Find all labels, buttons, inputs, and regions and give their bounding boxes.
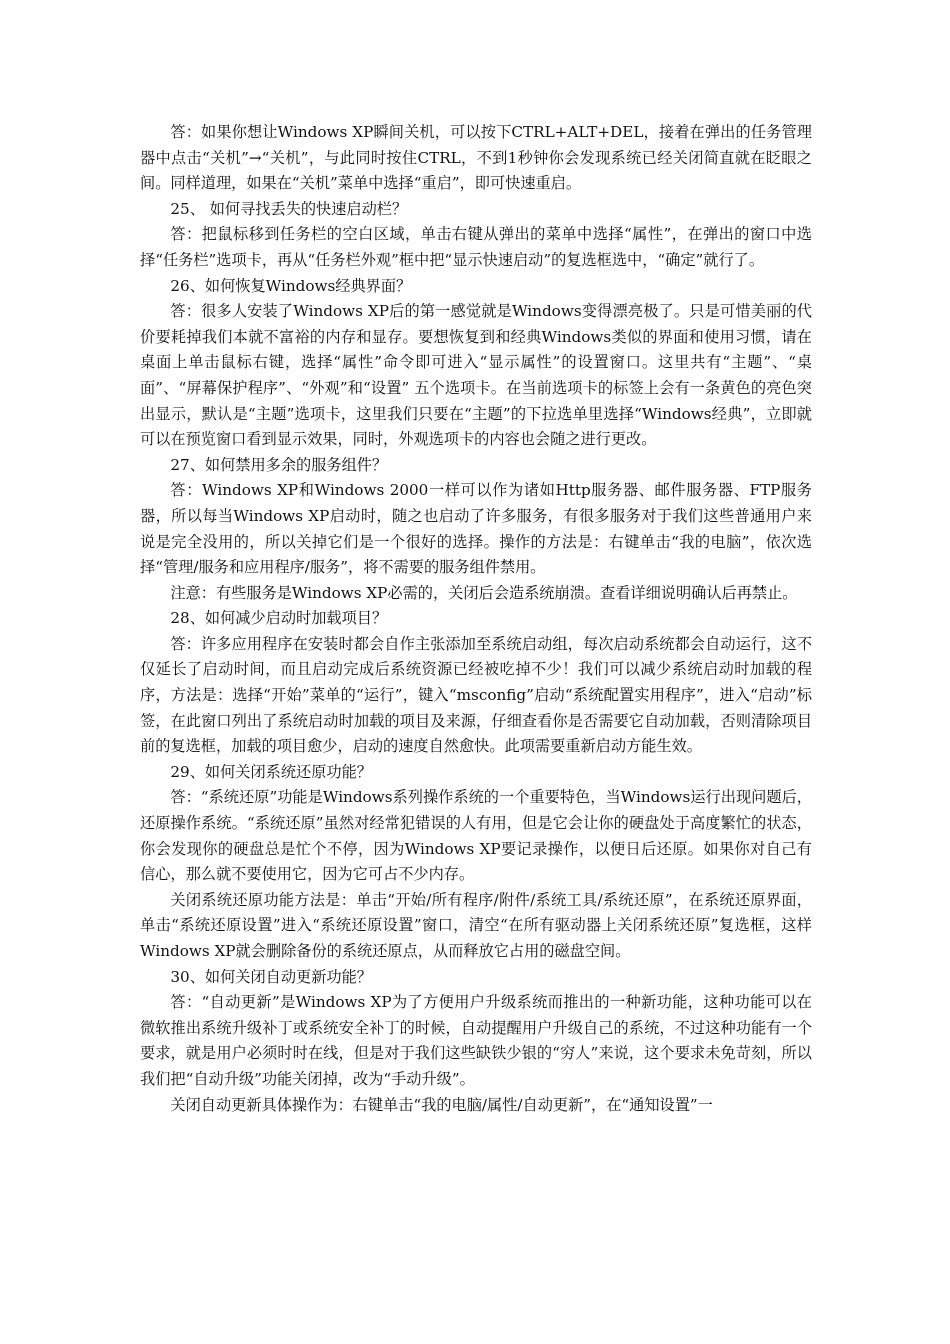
document-page — [140, 120, 812, 1118]
answer-29: 答：“系统还原”功能是Windows系列操作系统的一个重要特色，当Windows运行出现问题后，还原操作系统。“系统还原”虽然对经常犯错误的人有用，但是它会让你的硬盘处于高度繁忙的状态，你会发现你的硬盘总是忙个不停，因为Windows XP要记录操作，以便日后还原。如果你对自己有信心，那么就不要使用它，因为它可占不少内存。 — [140, 788, 812, 884]
answer-24: 答：如果你想让Windows XP瞬间关机，可以按下CTRL+ALT+DEL，接着在弹出的任务管理器中点击“关机”→“关机”，与此同时按住CTRL，不到1秒钟你会发现系统已经关闭简直就在眨眼之间。同样道理，如果在“关机”菜单中选择“重启”，即可快速重启。 — [140, 123, 812, 193]
answer-27: 答：Windows XP和Windows 2000一样可以作为诸如Http服务器、邮件服务器、FTP服务器，所以每当Windows XP启动时，随之也启动了许多服务，有很多服务对于我们这些普通用户来说是完全没用的，所以关掉它们是一个很好的选择。操作的方法是：右键单击“我的电脑”，依次选择“管理/服务和应用程序/服务”，将不需要的服务组件禁用。 — [140, 481, 812, 577]
question-29: 29、如何关闭系统还原功能？ — [170, 762, 372, 781]
answer-30: 答：“自动更新”是Windows XP为了方便用户升级系统而推出的一种新功能，这种功能可以在微软推出系统升级补丁或系统安全补丁的时候，自动提醒用户升级自己的系统，不过这种功能有一个要求，就是用户必须时时在线，但是对于我们这些缺铁少银的“穷人”来说，这个要求未免苛刻，所以我们把“自动升级”功能关闭掉，改为“手动升级”。 — [140, 993, 812, 1088]
question-30: 30、如何关闭自动更新功能？ — [170, 967, 372, 986]
note-27: 注意：有些服务是Windows XP必需的，关闭后会造系统崩溃。查看详细说明确认后再禁止。 — [170, 583, 798, 602]
method-29: 关闭系统还原功能方法是：单击“开始/所有程序/附件/系统工具/系统还原”，在系统还原界面，单击“系统还原设置”进入“系统还原设置”窗口，清空“在所有驱动器上关闭系统还原”复选框，这样Windows XP就会删除备份的系统还原点，从而释放它占用的磁盘空间。 — [140, 890, 812, 960]
question-27: 27、如何禁用多余的服务组件？ — [170, 455, 388, 474]
answer-26: 答：很多人安装了Windows XP后的第一感觉就是Windows变得漂亮极了。只是可惜美丽的代价要耗掉我们本就不富裕的内存和显存。要想恢复到和经典Windows类似的界面和使用习惯，请在桌面上单击鼠标右键，选择“属性”命令即可进入“显示属性”的设置窗口。这里共有“主题”、“桌面”、“屏幕保护程序”、“外观”和“设置” 五个选项卡。在当前选项卡的标签上会有一条黄色的亮色突出显示，默认是“主题”选项卡，这里我们只要在“主题”的下拉选单里选择“Windows经典”，立即就可以在预览窗口看到显示效果，同时，外观选项卡的内容也会随之进行更改。 — [140, 302, 812, 449]
question-28: 28、如何减少启动时加载项目？ — [170, 609, 388, 628]
question-26: 26、如何恢复Windows经典界面？ — [170, 276, 412, 295]
method-30: 关闭自动更新具体操作为：右键单击“我的电脑/属性/自动更新”，在“通知设置”一 — [170, 1095, 713, 1114]
answer-25: 答：把鼠标移到任务栏的空白区域，单击右键从弹出的菜单中选择“属性”，在弹出的窗口中选择“任务栏”选项卡，再从“任务栏外观”框中把“显示快速启动”的复选框选中，“确定”就行了。 — [140, 225, 812, 269]
answer-28: 答：许多应用程序在安装时都会自作主张添加至系统启动组，每次启动系统都会自动运行，这不仅延长了启动时间，而且启动完成后系统资源已经被吃掉不少！我们可以减少系统启动时加载的程序，方法是：选择“开始”菜单的“运行”，键入“msconfig”启动“系统配置实用程序”，进入“启动”标签，在此窗口列出了系统启动时加载的项目及来源，仔细查看你是否需要它自动加载，否则清除项目前的复选框，加载的项目愈少，启动的速度自然愈快。此项需要重新启动方能生效。 — [140, 634, 812, 756]
question-25: 25、 如何寻找丢失的快速启动栏？ — [170, 199, 408, 218]
